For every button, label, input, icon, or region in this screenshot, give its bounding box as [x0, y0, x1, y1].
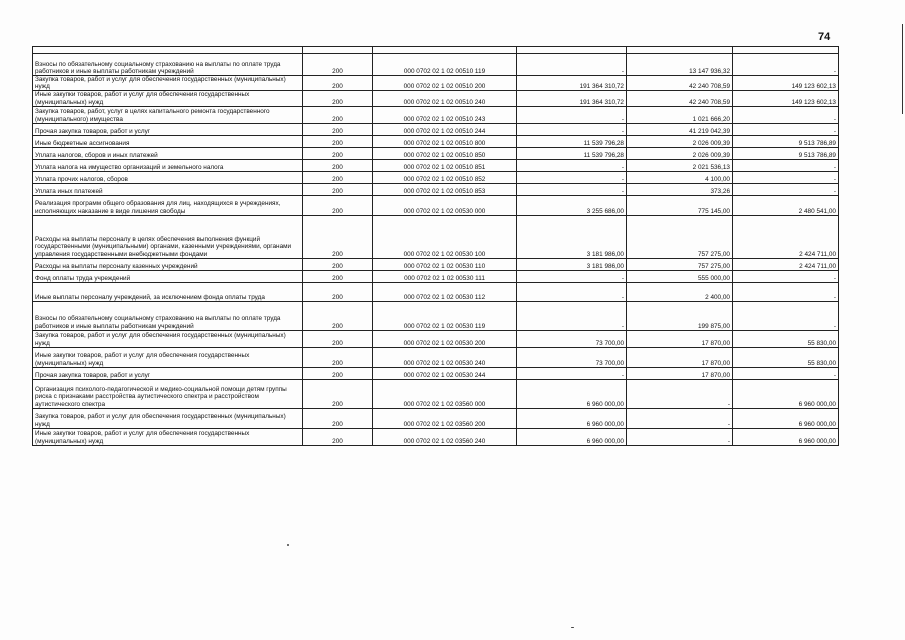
- row-approved-cell: -: [517, 270, 627, 282]
- row-name-cell: Прочая закупка товаров, работ и услуг: [33, 367, 303, 379]
- row-unexecuted-cell: -: [733, 282, 839, 301]
- table-row: [33, 408, 839, 428]
- row-code-cell: [303, 47, 373, 54]
- row-unexecuted-cell: -: [733, 106, 839, 123]
- row-code-cell: 200: [303, 428, 373, 445]
- row-executed-cell: 199 875,00: [627, 301, 733, 330]
- row-code-cell: 200: [303, 171, 373, 183]
- table-row: [33, 379, 839, 408]
- row-approved-cell: 3 181 986,00: [517, 215, 627, 258]
- row-unexecuted-cell: 149 123 602,13: [733, 76, 839, 91]
- scan-speck: [571, 627, 574, 628]
- row-kbk-cell: 000 0702 02 1 02 00510 853: [373, 183, 517, 195]
- row-approved-cell: -: [517, 183, 627, 195]
- table-row: [33, 159, 839, 171]
- row-name-cell: Реализация программ общего образования для лиц, находящихся в учреждениях, исполняющих наказание в виде лишения свободы: [33, 195, 303, 215]
- row-approved-cell: 11 539 796,28: [517, 147, 627, 159]
- row-kbk-cell: 000 0702 02 1 02 00530 000: [373, 195, 517, 215]
- row-unexecuted-cell: 9 513 786,89: [733, 147, 839, 159]
- row-kbk-cell: 000 0702 02 1 02 03560 000: [373, 379, 517, 408]
- row-unexecuted-cell: 9 513 786,89: [733, 135, 839, 147]
- row-kbk-cell: 000 0702 02 1 02 00510 850: [373, 147, 517, 159]
- row-unexecuted-cell: -: [733, 123, 839, 135]
- budget-execution-table: [32, 46, 839, 446]
- scan-speck: [287, 544, 289, 546]
- row-approved-cell: 73 700,00: [517, 330, 627, 347]
- row-code-cell: 200: [303, 91, 373, 106]
- row-unexecuted-cell: [733, 47, 839, 54]
- row-code-cell: 200: [303, 270, 373, 282]
- table-row: [33, 91, 839, 106]
- row-approved-cell: 6 960 000,00: [517, 428, 627, 445]
- row-name-cell: Уплата налога на имущество организаций и земельного налога: [33, 159, 303, 171]
- row-code-cell: 200: [303, 347, 373, 367]
- table-row: [33, 76, 839, 91]
- table-row: [33, 195, 839, 215]
- table-row: [33, 270, 839, 282]
- row-unexecuted-cell: -: [733, 171, 839, 183]
- row-code-cell: 200: [303, 301, 373, 330]
- row-unexecuted-cell: -: [733, 183, 839, 195]
- row-executed-cell: 1 021 666,20: [627, 106, 733, 123]
- row-code-cell: 200: [303, 76, 373, 91]
- row-executed-cell: 41 219 042,39: [627, 123, 733, 135]
- row-kbk-cell: 000 0702 02 1 02 00530 200: [373, 330, 517, 347]
- row-code-cell: 200: [303, 408, 373, 428]
- row-approved-cell: 3 255 686,00: [517, 195, 627, 215]
- table-row: [33, 183, 839, 195]
- row-code-cell: 200: [303, 54, 373, 76]
- row-name-cell: Иные бюджетные ассигнования: [33, 135, 303, 147]
- row-code-cell: 200: [303, 282, 373, 301]
- row-name-cell: Расходы на выплаты персоналу в целях обеспечения выполнения функций государственными (муниципальными) органами, казенными учреждениями, органами управления государственными внебюджетными фондами: [33, 215, 303, 258]
- row-kbk-cell: 000 0702 02 1 02 00510 200: [373, 76, 517, 91]
- row-unexecuted-cell: -: [733, 54, 839, 76]
- row-kbk-cell: 000 0702 02 1 02 00530 244: [373, 367, 517, 379]
- row-executed-cell: -: [627, 428, 733, 445]
- row-unexecuted-cell: 149 123 602,13: [733, 91, 839, 106]
- row-code-cell: 200: [303, 215, 373, 258]
- row-approved-cell: -: [517, 282, 627, 301]
- row-approved-cell: 6 960 000,00: [517, 408, 627, 428]
- row-unexecuted-cell: -: [733, 270, 839, 282]
- row-unexecuted-cell: -: [733, 301, 839, 330]
- row-name-cell: Уплата иных платежей: [33, 183, 303, 195]
- table-row: [33, 330, 839, 347]
- row-name-cell: Взносы по обязательному социальному страхованию на выплаты по оплате труда работников и иные выплаты работникам учреждений: [33, 301, 303, 330]
- row-name-cell: [33, 47, 303, 54]
- row-code-cell: 200: [303, 147, 373, 159]
- table-row: [33, 258, 839, 270]
- row-approved-cell: -: [517, 301, 627, 330]
- row-code-cell: 200: [303, 123, 373, 135]
- row-kbk-cell: 000 0702 02 1 02 00510 851: [373, 159, 517, 171]
- row-name-cell: Прочая закупка товаров, работ и услуг: [33, 123, 303, 135]
- row-name-cell: Иные закупки товаров, работ и услуг для обеспечения государственных (муниципальных) нужд: [33, 428, 303, 445]
- row-executed-cell: 775 145,00: [627, 195, 733, 215]
- row-approved-cell: [517, 47, 627, 54]
- row-executed-cell: 17 870,00: [627, 347, 733, 367]
- row-approved-cell: 6 960 000,00: [517, 379, 627, 408]
- table-row: [33, 347, 839, 367]
- row-name-cell: Расходы на выплаты персоналу казенных учреждений: [33, 258, 303, 270]
- row-code-cell: 200: [303, 258, 373, 270]
- row-approved-cell: 3 181 986,00: [517, 258, 627, 270]
- row-kbk-cell: 000 0702 02 1 02 00510 244: [373, 123, 517, 135]
- row-approved-cell: -: [517, 123, 627, 135]
- row-code-cell: 200: [303, 106, 373, 123]
- row-name-cell: Закупка товаров, работ, услуг в целях капитального ремонта государственного (муниципального) имущества: [33, 106, 303, 123]
- row-kbk-cell: 000 0702 02 1 02 00530 111: [373, 270, 517, 282]
- row-approved-cell: 191 364 310,72: [517, 91, 627, 106]
- table-row: [33, 171, 839, 183]
- row-kbk-cell: 000 0702 02 1 02 03560 200: [373, 408, 517, 428]
- row-kbk-cell: 000 0702 02 1 02 00530 110: [373, 258, 517, 270]
- row-unexecuted-cell: 2 480 541,00: [733, 195, 839, 215]
- row-name-cell: Уплата прочих налогов, сборов: [33, 171, 303, 183]
- row-executed-cell: 4 100,00: [627, 171, 733, 183]
- row-name-cell: Закупка товаров, работ и услуг для обеспечения государственных (муниципальных) нужд: [33, 330, 303, 347]
- row-kbk-cell: 000 0702 02 1 02 00510 800: [373, 135, 517, 147]
- row-unexecuted-cell: 2 424 711,00: [733, 258, 839, 270]
- table-row: [33, 47, 839, 54]
- table-body: [33, 47, 839, 446]
- row-approved-cell: -: [517, 54, 627, 76]
- row-code-cell: 200: [303, 379, 373, 408]
- row-executed-cell: 373,26: [627, 183, 733, 195]
- row-name-cell: Уплата налогов, сборов и иных платежей: [33, 147, 303, 159]
- row-name-cell: Иные выплаты персоналу учреждений, за исключением фонда оплаты труда: [33, 282, 303, 301]
- row-executed-cell: 2 026 009,39: [627, 147, 733, 159]
- row-unexecuted-cell: 55 830,00: [733, 330, 839, 347]
- row-executed-cell: [627, 47, 733, 54]
- row-code-cell: 200: [303, 159, 373, 171]
- row-executed-cell: -: [627, 379, 733, 408]
- row-executed-cell: 42 240 708,59: [627, 91, 733, 106]
- row-name-cell: Закупка товаров, работ и услуг для обеспечения государственных (муниципальных) нужд: [33, 408, 303, 428]
- table-row: [33, 282, 839, 301]
- row-name-cell: Фонд оплаты труда учреждений: [33, 270, 303, 282]
- row-kbk-cell: [373, 47, 517, 54]
- table-row: [33, 215, 839, 258]
- row-executed-cell: 2 026 009,39: [627, 135, 733, 147]
- row-kbk-cell: 000 0702 02 1 02 00530 240: [373, 347, 517, 367]
- row-executed-cell: 555 000,00: [627, 270, 733, 282]
- row-approved-cell: -: [517, 171, 627, 183]
- row-unexecuted-cell: 55 830,00: [733, 347, 839, 367]
- table-row: [33, 147, 839, 159]
- row-name-cell: Иные закупки товаров, работ и услуг для обеспечения государственных (муниципальных) нужд: [33, 347, 303, 367]
- row-kbk-cell: 000 0702 02 1 02 00510 119: [373, 54, 517, 76]
- row-code-cell: 200: [303, 183, 373, 195]
- row-name-cell: Закупка товаров, работ и услуг для обеспечения государственных (муниципальных) нужд: [33, 76, 303, 91]
- row-executed-cell: 757 275,00: [627, 258, 733, 270]
- row-code-cell: 200: [303, 195, 373, 215]
- row-unexecuted-cell: 6 960 000,00: [733, 408, 839, 428]
- row-code-cell: 200: [303, 135, 373, 147]
- scan-edge-line: [902, 24, 903, 114]
- row-executed-cell: 17 870,00: [627, 367, 733, 379]
- row-name-cell: Взносы по обязательному социальному страхованию на выплаты по оплате труда работников и иные выплаты работникам учреждений: [33, 54, 303, 76]
- row-kbk-cell: 000 0702 02 1 02 00530 112: [373, 282, 517, 301]
- row-executed-cell: 42 240 708,59: [627, 76, 733, 91]
- row-executed-cell: -: [627, 408, 733, 428]
- row-executed-cell: 13 147 936,32: [627, 54, 733, 76]
- row-kbk-cell: 000 0702 02 1 02 00530 100: [373, 215, 517, 258]
- row-name-cell: Организация психолого-педагогической и медико-социальной помощи детям группы риска с признаками расстройства аутистического спектра и расстройством аутистического спектра: [33, 379, 303, 408]
- row-kbk-cell: 000 0702 02 1 02 00530 119: [373, 301, 517, 330]
- row-approved-cell: -: [517, 367, 627, 379]
- row-kbk-cell: 000 0702 02 1 02 00510 243: [373, 106, 517, 123]
- row-executed-cell: 2 400,00: [627, 282, 733, 301]
- row-kbk-cell: 000 0702 02 1 02 00510 852: [373, 171, 517, 183]
- row-unexecuted-cell: -: [733, 159, 839, 171]
- row-unexecuted-cell: 2 424 711,00: [733, 215, 839, 258]
- table-row: [33, 367, 839, 379]
- row-approved-cell: -: [517, 106, 627, 123]
- row-code-cell: 200: [303, 367, 373, 379]
- table-row: [33, 123, 839, 135]
- row-unexecuted-cell: -: [733, 367, 839, 379]
- row-unexecuted-cell: 6 960 000,00: [733, 428, 839, 445]
- row-kbk-cell: 000 0702 02 1 02 00510 240: [373, 91, 517, 106]
- row-executed-cell: 757 275,00: [627, 215, 733, 258]
- table-row: [33, 54, 839, 76]
- table-row: [33, 301, 839, 330]
- row-name-cell: Иные закупки товаров, работ и услуг для обеспечения государственных (муниципальных) нужд: [33, 91, 303, 106]
- row-executed-cell: 2 021 536,13: [627, 159, 733, 171]
- row-approved-cell: -: [517, 159, 627, 171]
- table-row: [33, 106, 839, 123]
- row-executed-cell: 17 870,00: [627, 330, 733, 347]
- row-approved-cell: 11 539 796,28: [517, 135, 627, 147]
- page-number: 74: [818, 31, 831, 43]
- row-approved-cell: 73 700,00: [517, 347, 627, 367]
- table-row: [33, 135, 839, 147]
- row-unexecuted-cell: 6 960 000,00: [733, 379, 839, 408]
- row-kbk-cell: 000 0702 02 1 02 03560 240: [373, 428, 517, 445]
- table-row: [33, 428, 839, 445]
- row-approved-cell: 191 364 310,72: [517, 76, 627, 91]
- row-code-cell: 200: [303, 330, 373, 347]
